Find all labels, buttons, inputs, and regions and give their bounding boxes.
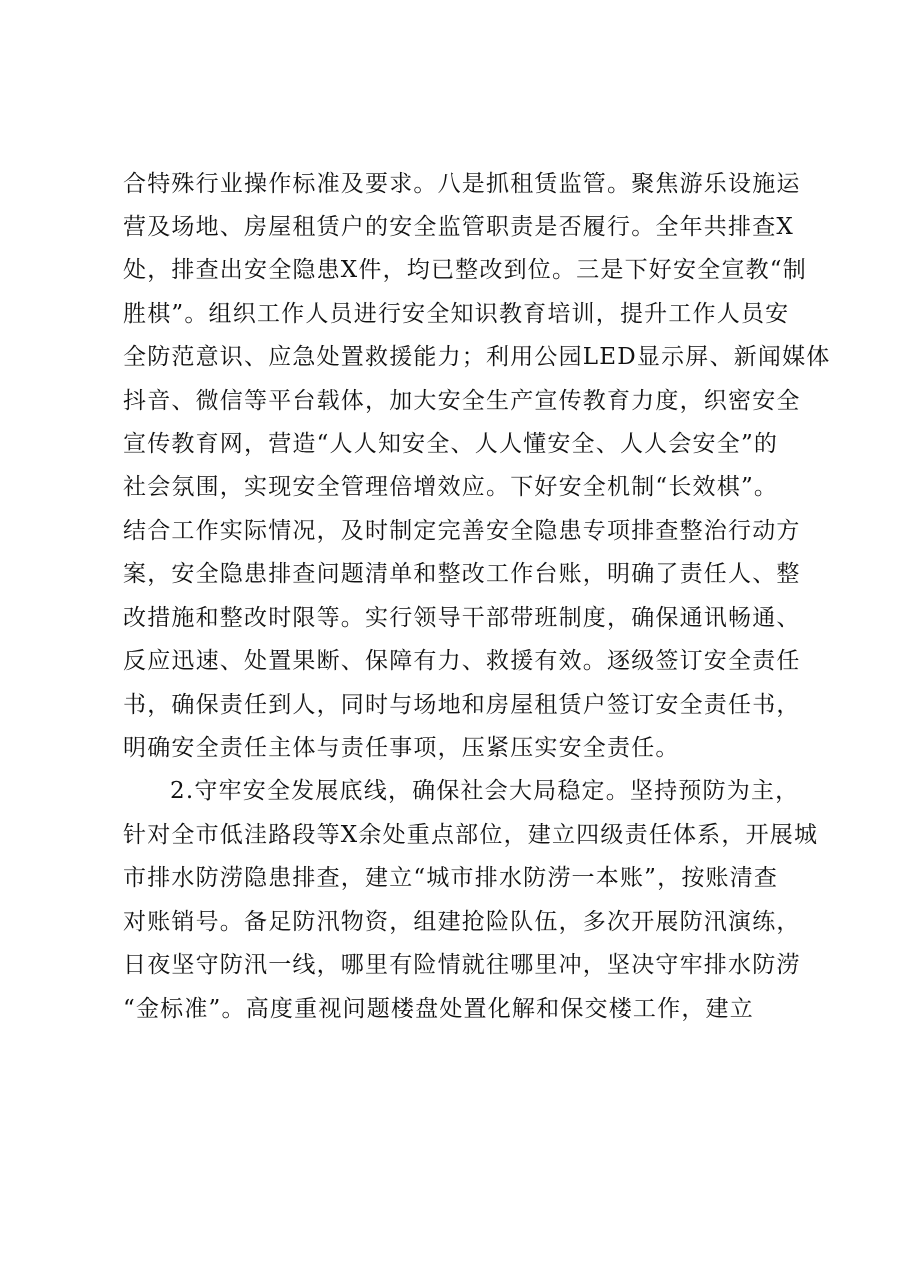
text-line: 对账销号。备足防汛物资，组建抢险队伍，多次开展防汛演练，	[123, 909, 801, 935]
paragraph-first-line: 2.守牢安全发展底线，确保社会大局稳定。坚持预防为主，	[170, 778, 800, 804]
text-line: 处，排查出安全隐患X件，均已整改到位。三是下好安全宣教“制	[123, 257, 807, 283]
text-line: 抖音、微信等平台载体，加大安全生产宣传教育力度，织密安全	[123, 388, 801, 414]
text-line: 营及场地、房屋租赁户的安全监管职责是否履行。全年共排查X	[123, 214, 794, 240]
text-line: 书，确保责任到人，同时与场地和房屋租赁户签订安全责任书，	[123, 692, 801, 718]
text-line: 宣传教育网，营造“人人知安全、人人懂安全、人人会安全”的	[123, 431, 779, 457]
text-line: 明确安全责任主体与责任事项，压紧压实安全责任。	[123, 735, 680, 761]
text-line: 全防范意识、应急处置救援能力；利用公园LED显示屏、新闻媒体	[123, 344, 831, 370]
text-line: 合特殊行业操作标准及要求。八是抓租赁监管。聚焦游乐设施运	[123, 171, 801, 197]
text-line: 针对全市低洼路段等X余处重点部位，建立四级责任体系，开展城	[123, 822, 819, 848]
text-line: “金标准”。高度重视问题楼盘处置化解和保交楼工作，建立	[123, 996, 754, 1022]
text-line: 胜棋”。组织工作人员进行安全知识教育培训，提升工作人员安	[123, 301, 790, 327]
text-line: 改措施和整改时限等。实行领导干部带班制度，确保通讯畅通、	[123, 605, 801, 631]
text-line: 市排水防涝隐患排查，建立“城市排水防涝一本账”，按账清查	[123, 865, 779, 891]
text-line: 反应迅速、处置果断、保障有力、救援有效。逐级签订安全责任	[123, 648, 801, 674]
text-line: 日夜坚守防汛一线，哪里有险情就往哪里冲，坚决守牢排水防涝	[123, 952, 801, 978]
text-line: 案，安全隐患排查问题清单和整改工作台账，明确了责任人、整	[123, 561, 801, 587]
text-line: 结合工作实际情况，及时制定完善安全隐患专项排查整治行动方	[123, 518, 801, 544]
text-line: 社会氛围，实现安全管理倍增效应。下好安全机制“长效棋”。	[123, 474, 779, 500]
